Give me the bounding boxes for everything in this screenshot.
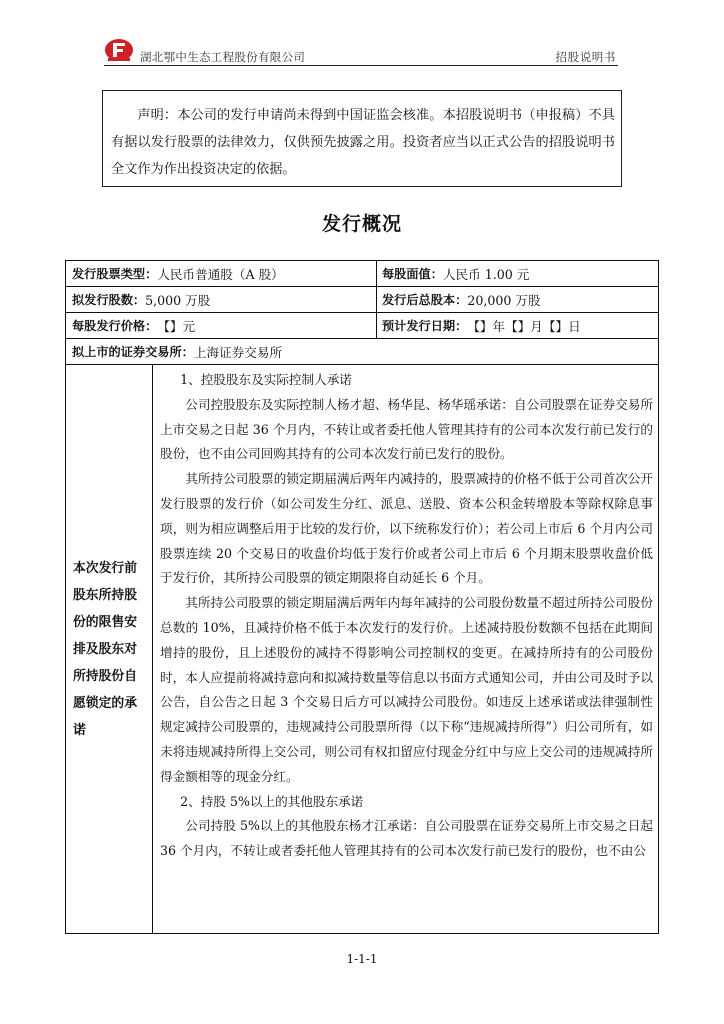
field-label: 预计发行日期： [382, 319, 468, 333]
paragraph: 公司控股股东及实际控制人杨才超、杨华昆、杨华瑶承诺：自公司股票在证券交易所上市交易之日起 36 个月内，不转让或者委托他人管理其持有的公司本次发行前已发行的股份，也不由公司回购其持有的公司本次发行前已发行的股份。 [160, 396, 653, 462]
table-row [66, 339, 658, 365]
paragraph: 其所持公司股票的锁定期届满后两年内每年减持的公司股份数量不超过所持公司股份总数的 10%，且减持价格不低于本次发行的发行价。上述减持股份数额不包括在此期间增持的股份，且上述股份的减持不得影响公司控制权的变更。在减持所持有的公司股份时，本人应提前将减持意向和拟减持数量等信息以书面方式通知公司，并由公司及时予以公告，自公告之日起 3 个交易日后方可以减持公司股份。如违反上述承诺或法律强制性规定减持公司股票的，违规减持公司股票所得（以下称“违规减持所得”）归公司所有，如未将违规减持所得上交公司，则公司有权扣留应付现金分红中与应上交公司的违规减持所得金额相等的现金分红。 [160, 595, 653, 784]
field-label: 发行后总股本： [382, 293, 468, 307]
table-cell [66, 339, 658, 364]
paragraph: 公司持股 5%以上的其他股东杨才江承诺：自公司股票在证券交易所上市交易之日起 36 个月内，不转让或者委托他人管理其持有的公司本次发行前已发行的股份，也不由公 [160, 818, 653, 859]
section-heading: 2、持股 5%以上的其他股东承诺 [180, 793, 364, 809]
table-cell [376, 313, 660, 338]
page-title: 发行概况 [321, 213, 402, 235]
company-name: 湖北鄂中生态工程股份有限公司 [140, 50, 306, 64]
lock-up-commitments [153, 365, 658, 864]
table-row [66, 287, 658, 313]
table-cell [376, 261, 660, 286]
disclaimer-text: 声明：本公司的发行申请尚未得到中国证监会核准。本招股说明书（申报稿）不具有据以发行股票的法律效力，仅供预先披露之用。投资者应当以正式公告的招股说明书全文作为作出投资决定的依据。 [111, 108, 615, 177]
field-label: 拟上市的证券交易所： [72, 345, 194, 359]
table-cell [66, 313, 376, 338]
page-number: 1-1-1 [346, 952, 378, 966]
table-row [66, 313, 658, 339]
lock-up-label: 本次发行前股东所持股份的限售安排及股东对所持股份自愿锁定的承诺 [73, 560, 137, 738]
table-cell [376, 287, 660, 312]
disclaimer-box [102, 90, 622, 187]
paragraph: 其所持公司股票的锁定期届满后两年内减持的，股票减持的价格不低于公司首次公开发行股票的发行价（如公司发生分红、派息、送股、资本公积金转增股本等除权除息事项，则为相应调整后用于比较的发行价，以下统称发行价）；若公司上市后 6 个月内公司股票连续 20 个交易日的收盘价均低于发行价或者公司上市后 6 个月期末股票收盘价低于发行价，其所持公司股票的锁定期限将自动延长 6 个月。 [160, 471, 653, 586]
table-row [66, 261, 658, 287]
field-label: 每股发行价格： [72, 319, 158, 333]
table-cell [66, 287, 376, 312]
offering-summary-table [65, 260, 659, 934]
field-value: 20,000 万股 [467, 293, 541, 308]
lock-up-label-cell [66, 365, 153, 933]
field-label: 每股面值： [382, 267, 443, 281]
field-value: 人民币 1.00 元 [442, 267, 530, 282]
section-heading: 1、控股股东及实际控制人承诺 [180, 372, 352, 387]
page-header [104, 36, 618, 66]
field-value: 人民币普通股（A 股） [157, 267, 284, 282]
field-value: 【】元 [157, 319, 196, 334]
field-value: 上海证券交易所 [193, 345, 283, 360]
field-value: 5,000 万股 [145, 293, 211, 308]
field-value: 【】年【】月【】日 [467, 319, 581, 334]
document-type: 招股说明书 [555, 50, 616, 64]
field-label: 拟发行股数： [72, 293, 146, 307]
table-cell [66, 261, 376, 286]
field-label: 发行股票类型： [72, 267, 158, 281]
company-logo-icon [104, 38, 134, 62]
